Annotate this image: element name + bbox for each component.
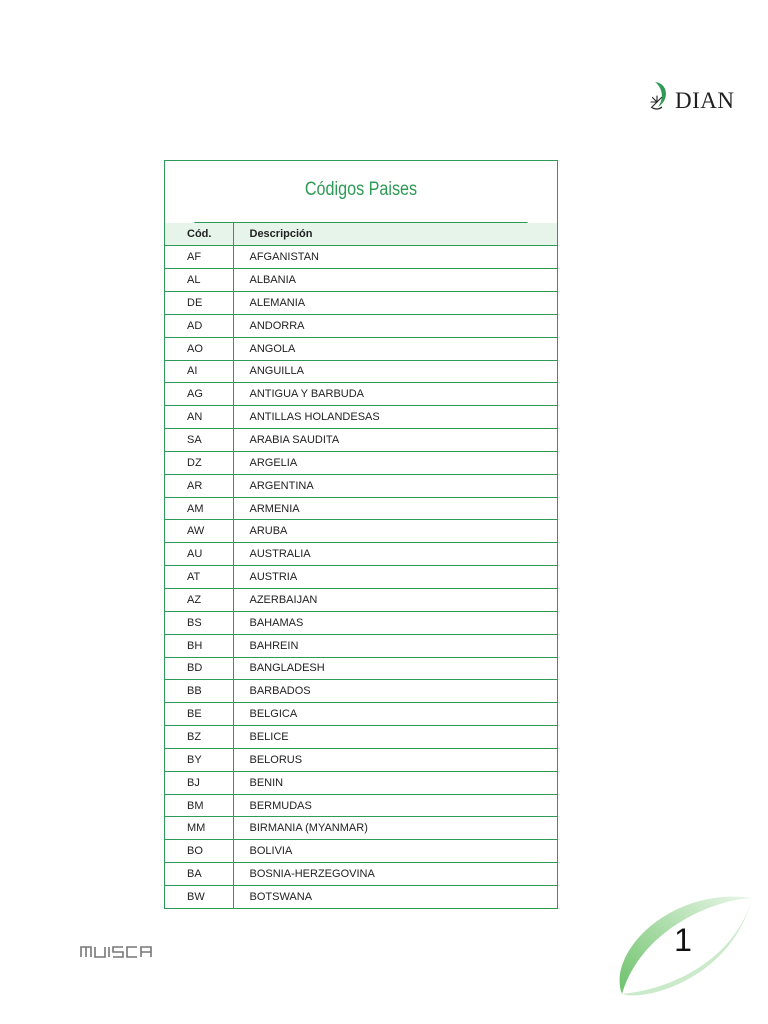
country-name-cell: ARGENTINA (233, 474, 557, 497)
table-row (165, 520, 557, 543)
table-row (165, 703, 557, 726)
table-row (165, 611, 557, 634)
country-code-cell: AD (165, 314, 233, 337)
table-row (165, 269, 557, 292)
table-row (165, 863, 557, 886)
country-name-cell: ALEMANIA (233, 292, 557, 315)
table-row (165, 429, 557, 452)
country-codes-table (164, 160, 558, 909)
country-code-cell: AG (165, 383, 233, 406)
country-name-cell: AUSTRALIA (233, 543, 557, 566)
country-name-cell: ARMENIA (233, 497, 557, 520)
country-code-cell: BJ (165, 771, 233, 794)
country-name-cell: BERMUDAS (233, 794, 557, 817)
country-name-cell: ANGOLA (233, 337, 557, 360)
country-code-cell: BB (165, 680, 233, 703)
country-code-cell: BW (165, 885, 233, 908)
country-code-cell: AW (165, 520, 233, 543)
table-row (165, 885, 557, 908)
table-row (165, 566, 557, 589)
table-row (165, 474, 557, 497)
dian-emblem-icon (646, 80, 672, 114)
table-row (165, 406, 557, 429)
country-name-cell: ANDORRA (233, 314, 557, 337)
country-name-cell: BELGICA (233, 703, 557, 726)
country-code-cell: AF (165, 246, 233, 269)
table-header-row (165, 223, 557, 246)
country-code-cell: AU (165, 543, 233, 566)
country-code-cell: BY (165, 748, 233, 771)
dian-logo (646, 80, 735, 114)
table-row (165, 337, 557, 360)
table-row (165, 817, 557, 840)
country-name-cell: ANTIGUA Y BARBUDA (233, 383, 557, 406)
table-row (165, 634, 557, 657)
musca-logo (80, 944, 180, 958)
table-row (165, 314, 557, 337)
country-code-cell: BH (165, 634, 233, 657)
country-code-cell: DE (165, 292, 233, 315)
table-row (165, 771, 557, 794)
country-code-cell: BO (165, 840, 233, 863)
country-name-cell: BELICE (233, 726, 557, 749)
table-title: Códigos Paises (194, 161, 527, 223)
table-row (165, 543, 557, 566)
table-row (165, 794, 557, 817)
table-row (165, 657, 557, 680)
country-code-cell: BD (165, 657, 233, 680)
country-code-cell: AO (165, 337, 233, 360)
codes-table (165, 223, 557, 908)
country-name-cell: ANGUILLA (233, 360, 557, 383)
country-code-cell: BZ (165, 726, 233, 749)
country-name-cell: BARBADOS (233, 680, 557, 703)
table-row (165, 360, 557, 383)
table-row (165, 497, 557, 520)
country-code-cell: AZ (165, 589, 233, 612)
country-code-cell: DZ (165, 451, 233, 474)
country-name-cell: BENIN (233, 771, 557, 794)
table-row (165, 383, 557, 406)
column-header-code: Cód. (165, 223, 233, 246)
country-code-cell: AM (165, 497, 233, 520)
table-row (165, 451, 557, 474)
country-name-cell: BOTSWANA (249, 891, 313, 904)
table-row (165, 292, 557, 315)
country-name-cell: BAHAMAS (233, 611, 557, 634)
table-row (165, 726, 557, 749)
country-name-cell: AZERBAIJAN (233, 589, 557, 612)
dian-wordmark: DIAN (675, 87, 735, 113)
country-name-cell: AFGANISTAN (233, 246, 557, 269)
country-name-cell: BIRMANIA (MYANMAR) (233, 817, 557, 840)
table-row (165, 748, 557, 771)
table-row (165, 680, 557, 703)
country-name-cell: BOSNIA-HERZEGOVINA (233, 863, 557, 886)
country-code-cell: AR (165, 474, 233, 497)
country-name-cell: ARABIA SAUDITA (233, 429, 557, 452)
country-name-cell: BANGLADESH (233, 657, 557, 680)
country-name-cell: BAHREIN (233, 634, 557, 657)
page-number: 1 (674, 922, 692, 958)
country-code-cell: MM (165, 817, 233, 840)
country-code-cell: BS (165, 611, 233, 634)
country-code-cell: AN (165, 406, 233, 429)
country-name-cell: ANTILLAS HOLANDESAS (233, 406, 557, 429)
country-name-cell: BELORUS (233, 748, 557, 771)
country-code-cell: AL (165, 269, 233, 292)
country-code-cell: BE (165, 703, 233, 726)
country-code-cell: BA (165, 863, 233, 886)
country-code-cell: AT (165, 566, 233, 589)
table-row (165, 840, 557, 863)
country-name-cell: ALBANIA (233, 269, 557, 292)
country-code-cell: BM (165, 794, 233, 817)
column-header-description: Descripción (233, 223, 557, 246)
country-code-cell: SA (165, 429, 233, 452)
country-name-cell: ARGELIA (233, 451, 557, 474)
country-code-cell: AI (165, 360, 233, 383)
country-name-cell: ARUBA (233, 520, 557, 543)
table-row (165, 246, 557, 269)
country-name-cell: AUSTRIA (233, 566, 557, 589)
table-row (165, 589, 557, 612)
country-name-cell: BOLIVIA (233, 840, 557, 863)
